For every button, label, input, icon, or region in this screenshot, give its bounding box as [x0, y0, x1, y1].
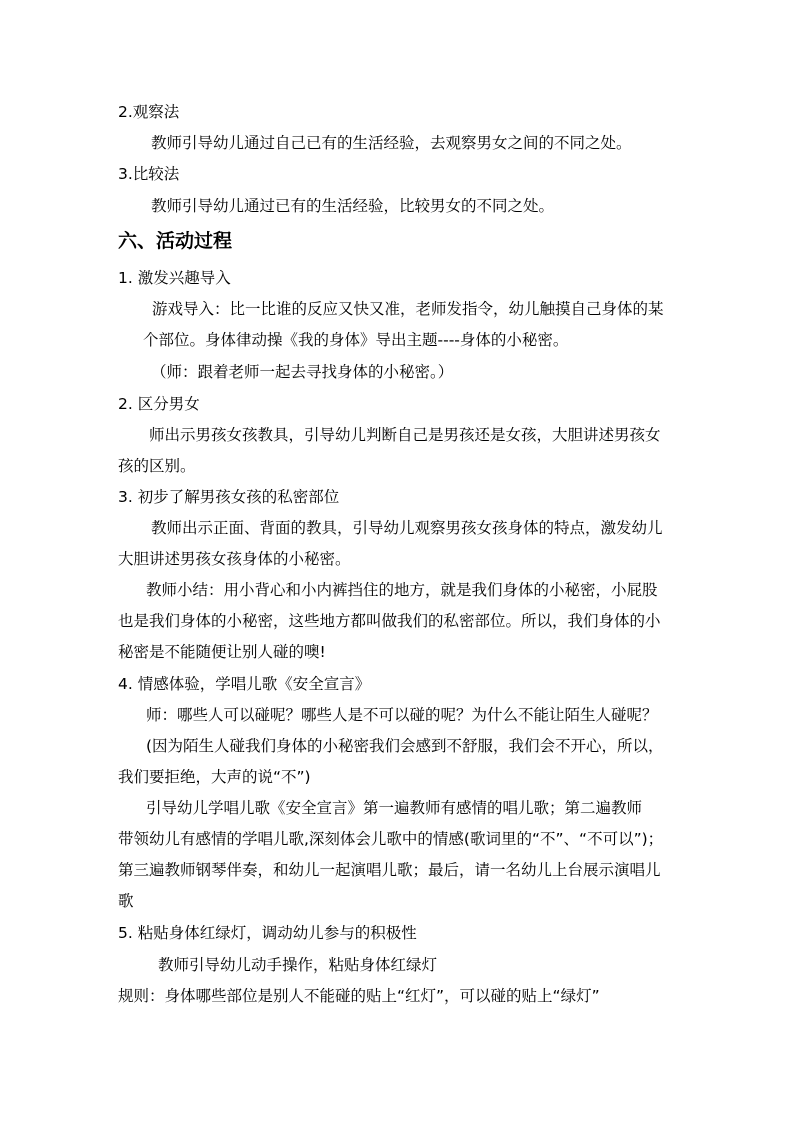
step-line: 我们要拒绝，大声的说“不”)	[118, 768, 311, 786]
step-line: 歌	[118, 892, 134, 910]
step-line: 孩的区别。	[118, 457, 196, 475]
step-line: 教师小结：用小背心和小内裤挡住的地方，就是我们身体的小秘密，小屁股	[146, 581, 658, 599]
step-line: 师出示男孩女孩教具，引导幼儿判断自己是男孩还是女孩，大胆讲述男孩女	[149, 426, 661, 444]
method3-title: 3.比较法	[118, 165, 180, 183]
step-line: 教师出示正面、背面的教具，引导幼儿观察男孩女孩身体的特点，激发幼儿	[151, 519, 663, 537]
step-line: 游戏导入：比一比谁的反应又快又准，老师发指令，幼儿触摸自己身体的某	[152, 300, 664, 318]
step-line: 师：哪些人可以碰呢？哪些人是不可以碰的呢？为什么不能让陌生人碰呢？	[146, 706, 658, 724]
step-line: 教师引导幼儿动手操作，粘贴身体红绿灯	[158, 956, 438, 974]
step-line: 个部位。身体律动操《我的身体》导出主题----身体的小秘密。	[143, 331, 569, 349]
process-heading: 六、活动过程	[118, 230, 233, 252]
step-title: 4. 情感体验，学唱儿歌《安全宣言》	[118, 675, 371, 693]
step-line: 第三遍教师钢琴伴奏，和幼儿一起演唱儿歌；最后，请一名幼儿上台展示演唱儿	[118, 861, 661, 879]
method3-text: 教师引导幼儿通过已有的生活经验，比较男女的不同之处。	[151, 197, 555, 215]
step-line: 大胆讲述男孩女孩身体的小秘密。	[118, 550, 351, 568]
method2-text: 教师引导幼儿通过自己已有的生活经验，去观察男女之间的不同之处。	[151, 134, 632, 152]
step-line: 也是我们身体的小秘密，这些地方都叫做我们的私密部位。所以，我们身体的小	[118, 612, 661, 630]
step-line: 带领幼儿有感情的学唱儿歌,深刻体会儿歌中的情感(歌词里的“不”、“不可以”)；	[118, 830, 664, 848]
step-title: 2. 区分男女	[118, 395, 200, 413]
method2-title: 2.观察法	[118, 103, 180, 121]
step-line: 秘密是不能随便让别人碰的噢!	[118, 643, 326, 661]
step-line: 规则：身体哪些部位是别人不能碰的贴上“红灯”，可以碰的贴上“绿灯”	[118, 987, 600, 1005]
step-title: 5. 粘贴身体红绿灯，调动幼儿参与的积极性	[118, 924, 417, 942]
step-line: (因为陌生人碰我们身体的小秘密我们会感到不舒服，我们会不开心，所以，	[146, 737, 664, 755]
step-line: 引导幼儿学唱儿歌《安全宣言》第一遍教师有感情的唱儿歌；第二遍教师	[146, 799, 643, 817]
step-line: （师：跟着老师一起去寻找身体的小秘密。）	[151, 363, 454, 381]
step-title: 3. 初步了解男孩女孩的私密部位	[118, 488, 340, 506]
step-title: 1. 激发兴趣导入	[118, 269, 231, 287]
